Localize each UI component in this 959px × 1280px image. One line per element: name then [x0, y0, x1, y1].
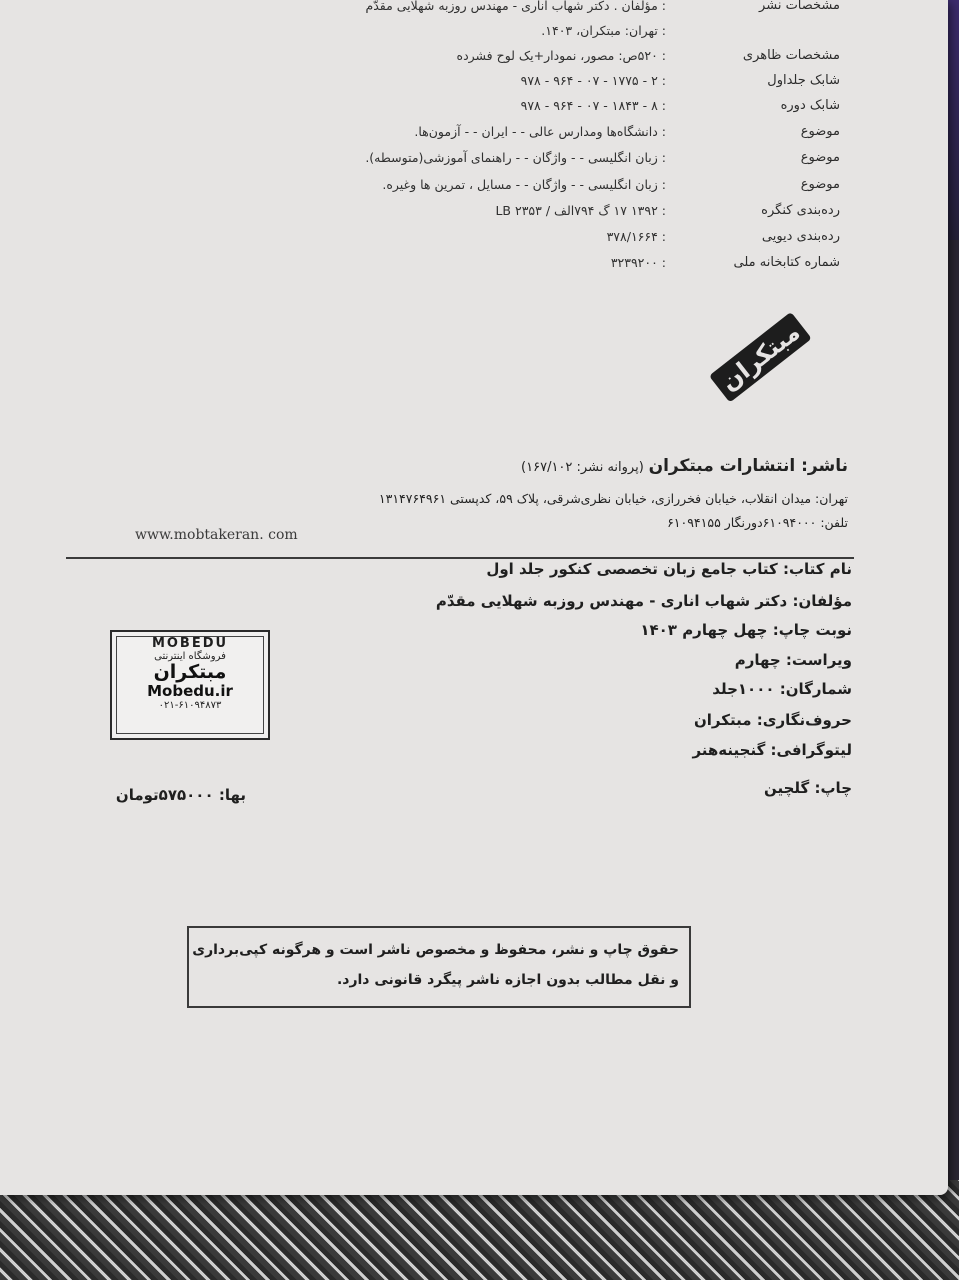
circulation: شمارگان: ۱۰۰۰جلد [712, 680, 852, 698]
catalog-row [0, 48, 948, 74]
logo-text: مبتکران [715, 317, 806, 397]
copyright-box [187, 926, 691, 1008]
catalog-row [0, 255, 948, 281]
catalog-label: رده‌بندی کنگره [761, 203, 840, 218]
catalog-row [0, 150, 948, 176]
catalog-label: مشخصات نشر [759, 0, 840, 13]
book-title: نام کتاب: کتاب جامع زبان تخصصی کنکور جلد اول [486, 560, 852, 578]
catalog-label: شماره کتابخانه ملی [733, 255, 840, 270]
catalog-value: : ۲ - ۱۷۷۵ - ۰۷ - ۹۶۴ - ۹۷۸ [520, 73, 666, 88]
publisher-name-text: ناشر: انتشارات مبتکران [648, 456, 848, 476]
publisher-name [521, 456, 848, 476]
publisher-logo-icon [705, 312, 817, 404]
book-authors: مؤلفان: دکتر شهاب اناری - مهندس روزبه شهلایی مقدّم [435, 592, 852, 610]
catalog-label: شابک جلداول [767, 73, 840, 88]
copyright-line: حقوق چاپ و نشر، محفوظ و مخصوص ناشر است و هرگونه کپی‌برداری [192, 942, 679, 958]
store-subtitle: فروشگاه اینترنتی [154, 651, 226, 662]
catalog-row [0, 23, 948, 49]
catalog-label: موضوع [800, 177, 840, 192]
store-stamp-border [116, 636, 264, 734]
catalog-row [0, 229, 948, 255]
catalog-value: : زبان انگلیسی - - واژگان - - راهنمای آموزشی(متوسطه). [365, 150, 666, 165]
catalog-value: : دانشگاه‌ها ومدارس عالی - - ایران - - آزمون‌ها. [414, 124, 666, 139]
typesetting: حروف‌نگاری: مبتکران [693, 711, 852, 729]
copyright-line: و نقل مطالب بدون اجازه ناشر پیگرد قانونی دارد. [336, 972, 679, 988]
catalog-label: مشخصات ظاهری [742, 48, 840, 63]
catalog-value: : تهران: مبتکران، ۱۴۰۳. [541, 23, 666, 38]
catalog-value: : ۵۲۰ص: مصور، نمودار+یک لوح فشرده [456, 48, 666, 63]
divider [66, 557, 854, 559]
store-name: مبتکران [153, 661, 227, 683]
store-phone: ۰۲۱-۶۱۰۹۴۸۷۳ [158, 700, 222, 711]
catalog-row [0, 203, 948, 229]
edition: ویراست: چهارم [734, 651, 852, 669]
print-run: نوبت چاپ: چهل چهارم ۱۴۰۳ [640, 621, 852, 639]
catalog-label: رده‌بندی دیویی [761, 229, 840, 244]
catalog-label: شابک دوره [780, 98, 840, 113]
lithography: لیتوگرافی: گنجینه‌هنر [692, 741, 852, 759]
catalog-row [0, 73, 948, 99]
catalog-row [0, 177, 948, 203]
catalog-row [0, 98, 948, 124]
catalog-value: : زبان انگلیسی - - واژگان - - مسایل ، تمرین ها وغیره. [382, 177, 666, 192]
catalog-value: : ۳۲۳۹۲۰۰ [610, 255, 666, 270]
catalog-value: : ۳۷۸/۱۶۶۴ [606, 229, 666, 244]
catalog-label: موضوع [800, 124, 840, 139]
store-mark: MOBEDU [151, 636, 229, 651]
catalog-row [0, 0, 948, 24]
publisher-license: (پروانه نشر: ۱۶۷/۱۰۲) [521, 460, 644, 475]
catalog-value: : ۱۳۹۲ ۱۷ گ ۷۹۴الف / ۲۳۵۳ LB [495, 203, 666, 218]
catalog-label: موضوع [800, 150, 840, 165]
publisher-website: www.mobtakeran. com [135, 527, 298, 543]
catalog-value: : ۸ - ۱۸۴۳ - ۰۷ - ۹۶۴ - ۹۷۸ [520, 98, 666, 113]
store-stamp [110, 630, 270, 740]
background-carpet [0, 1180, 959, 1280]
publisher-phone: تلفن: ۶۱۰۹۴۰۰۰دورنگار ۶۱۰۹۴۱۵۵ [667, 515, 848, 530]
catalog-row [0, 124, 948, 150]
price: بها: ۵۷۵۰۰۰تومان [115, 786, 246, 804]
printing: چاپ: گلچین [763, 779, 852, 797]
store-url: Mobedu.ir [147, 682, 233, 700]
catalog-value: : مؤلفان . دکتر شهاب اناری - مهندس روزبه شهلایی مقدّم [365, 0, 666, 13]
publisher-address: تهران: میدان انقلاب، خیابان فخررازی، خیابان نظری‌شرقی، پلاک ۵۹، کدپستی ۱۳۱۴۷۶۴۹۶۱ [378, 491, 848, 506]
